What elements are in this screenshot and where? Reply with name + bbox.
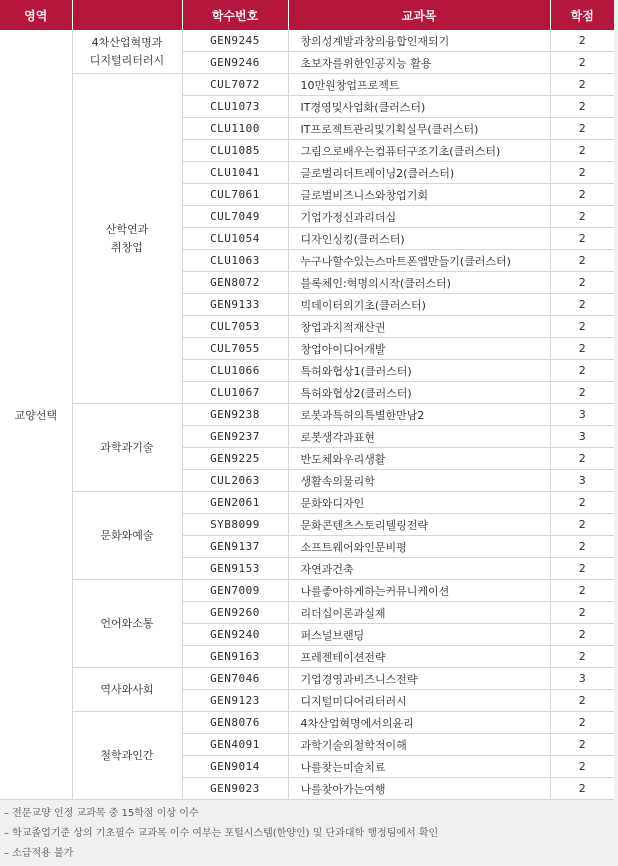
credit-cell: 2 <box>550 272 614 294</box>
code-cell: SYB8099 <box>182 514 288 536</box>
credit-cell: 3 <box>550 470 614 492</box>
credit-cell: 2 <box>550 250 614 272</box>
subarea-label: 과학과기술 <box>100 440 154 454</box>
header-area: 영역 <box>0 0 72 30</box>
header-course: 교과목 <box>288 0 550 30</box>
credit-cell: 2 <box>550 514 614 536</box>
credit-cell: 2 <box>550 184 614 206</box>
subarea-cell <box>72 492 182 580</box>
credit-cell: 2 <box>550 778 614 800</box>
course-cell: 소프트웨어와인문비평 <box>288 536 550 558</box>
course-cell: 기업가정신과리더십 <box>288 206 550 228</box>
code-cell: GEN2061 <box>182 492 288 514</box>
credit-cell: 2 <box>550 316 614 338</box>
code-cell: GEN8072 <box>182 272 288 294</box>
subarea-cell <box>72 30 182 74</box>
course-cell: IT프로젝트관리및기획실무(클러스터) <box>288 118 550 140</box>
course-cell: 로봇생각과표현 <box>288 426 550 448</box>
course-cell: 글로벌리더트레이닝2(클러스터) <box>288 162 550 184</box>
credit-cell: 2 <box>550 140 614 162</box>
code-cell: CLU1054 <box>182 228 288 250</box>
code-cell: CUL7053 <box>182 316 288 338</box>
header-subarea <box>72 0 182 30</box>
credit-cell: 2 <box>550 360 614 382</box>
course-cell: 특허와협상2(클러스터) <box>288 382 550 404</box>
course-cell: 로봇과특허의특별한만남2 <box>288 404 550 426</box>
credit-cell: 2 <box>550 734 614 756</box>
code-cell: CUL2063 <box>182 470 288 492</box>
credit-cell: 2 <box>550 382 614 404</box>
course-cell: 빅데이터의기초(클러스터) <box>288 294 550 316</box>
course-cell: 기업경영과비즈니스전략 <box>288 668 550 690</box>
code-cell: CUL7049 <box>182 206 288 228</box>
course-cell: 초보자를위한인공지능 활용 <box>288 52 550 74</box>
code-cell: CUL7072 <box>182 74 288 96</box>
credit-cell: 2 <box>550 74 614 96</box>
subarea-label: 언어와소통 <box>100 616 154 630</box>
subarea-label: 문화와예술 <box>100 528 154 542</box>
credit-cell: 2 <box>550 624 614 646</box>
code-cell: GEN9238 <box>182 404 288 426</box>
header-credit: 학점 <box>550 0 614 30</box>
course-cell: 창업과지적재산권 <box>288 316 550 338</box>
course-cell: 문화콘텐츠스토리텔링전략 <box>288 514 550 536</box>
credit-cell: 2 <box>550 580 614 602</box>
footnotes <box>4 804 438 864</box>
subarea-label: 디지털리터러시 <box>89 53 165 67</box>
code-cell: GEN7046 <box>182 668 288 690</box>
table-row <box>0 74 614 96</box>
subarea-cell <box>72 74 182 404</box>
table-header-row <box>0 0 614 30</box>
credit-cell: 2 <box>550 536 614 558</box>
subarea-cell <box>72 712 182 800</box>
code-cell: CUL7061 <box>182 184 288 206</box>
code-cell: GEN9245 <box>182 30 288 52</box>
course-cell: 반도체와우리생활 <box>288 448 550 470</box>
credit-cell: 2 <box>550 602 614 624</box>
header-code: 학수번호 <box>182 0 288 30</box>
course-cell: 나를좋아하게하는커뮤니케이션 <box>288 580 550 602</box>
credit-cell: 2 <box>550 52 614 74</box>
course-cell: 글로벌비즈니스와창업기회 <box>288 184 550 206</box>
subarea-label: 역사와사회 <box>100 682 154 696</box>
code-cell: CLU1041 <box>182 162 288 184</box>
credit-cell: 2 <box>550 228 614 250</box>
course-cell: 나를찾아가는여행 <box>288 778 550 800</box>
course-cell: IT경영및사업화(클러스터) <box>288 96 550 118</box>
code-cell: CLU1067 <box>182 382 288 404</box>
course-cell: 4차산업혁명에서의윤리 <box>288 712 550 734</box>
code-cell: GEN9163 <box>182 646 288 668</box>
code-cell: GEN8076 <box>182 712 288 734</box>
credit-cell: 3 <box>550 404 614 426</box>
code-cell: GEN9246 <box>182 52 288 74</box>
code-cell: GEN9237 <box>182 426 288 448</box>
credit-cell: 3 <box>550 426 614 448</box>
course-cell: 리더십이론과실제 <box>288 602 550 624</box>
code-cell: GEN9225 <box>182 448 288 470</box>
code-cell: GEN9240 <box>182 624 288 646</box>
table-row <box>0 580 614 602</box>
credit-cell: 2 <box>550 30 614 52</box>
course-cell: 과학기술의철학적이해 <box>288 734 550 756</box>
area-cell: 교양선택 <box>0 30 72 800</box>
course-cell: 퍼스널브랜딩 <box>288 624 550 646</box>
footnote: – 소급적용 불가 <box>4 848 74 859</box>
credit-cell: 2 <box>550 448 614 470</box>
course-cell: 디자인싱킹(클러스터) <box>288 228 550 250</box>
credit-cell: 2 <box>550 294 614 316</box>
table-row <box>0 712 614 734</box>
code-cell: CLU1085 <box>182 140 288 162</box>
credit-cell: 2 <box>550 118 614 140</box>
course-cell: 창업아이디어개발 <box>288 338 550 360</box>
code-cell: GEN9153 <box>182 558 288 580</box>
subarea-cell <box>72 580 182 668</box>
code-cell: GEN9123 <box>182 690 288 712</box>
subarea-label: 취창업 <box>111 240 143 254</box>
credit-cell: 2 <box>550 646 614 668</box>
subarea-cell <box>72 668 182 712</box>
code-cell: CLU1073 <box>182 96 288 118</box>
code-cell: CLU1100 <box>182 118 288 140</box>
code-cell: GEN7009 <box>182 580 288 602</box>
credit-cell: 2 <box>550 206 614 228</box>
course-cell: 자연과건축 <box>288 558 550 580</box>
code-cell: CLU1066 <box>182 360 288 382</box>
credit-cell: 2 <box>550 162 614 184</box>
course-cell: 생활속의물리학 <box>288 470 550 492</box>
subarea-label: 철학과인간 <box>100 748 154 762</box>
code-cell: CLU1063 <box>182 250 288 272</box>
credit-cell: 2 <box>550 492 614 514</box>
course-cell: 누구나할수있는스마트폰앱만들기(클러스터) <box>288 250 550 272</box>
course-cell: 블록체인:혁명의시작(클러스터) <box>288 272 550 294</box>
table-row <box>0 492 614 514</box>
table-row <box>0 668 614 690</box>
footnote: – 전문교양 인정 교과목 중 15학점 이상 이수 <box>4 808 199 819</box>
credit-cell: 2 <box>550 96 614 118</box>
table-row <box>0 404 614 426</box>
code-cell: GEN9133 <box>182 294 288 316</box>
credit-cell: 2 <box>550 558 614 580</box>
table-row <box>0 30 614 52</box>
code-cell: CUL7055 <box>182 338 288 360</box>
subarea-cell <box>72 404 182 492</box>
course-cell: 창의성계발과창의융합인재되기 <box>288 30 550 52</box>
credit-cell: 3 <box>550 668 614 690</box>
subarea-label: 산학연과 <box>105 222 149 236</box>
code-cell: GEN9260 <box>182 602 288 624</box>
course-cell: 프레젠테이션전략 <box>288 646 550 668</box>
code-cell: GEN9137 <box>182 536 288 558</box>
code-cell: GEN9014 <box>182 756 288 778</box>
credit-cell: 2 <box>550 712 614 734</box>
subarea-label: 4차산업혁명과 <box>91 35 163 49</box>
course-cell: 문화와디자인 <box>288 492 550 514</box>
course-cell: 특허와협상1(클러스터) <box>288 360 550 382</box>
credit-cell: 2 <box>550 338 614 360</box>
code-cell: GEN9023 <box>182 778 288 800</box>
credit-cell: 2 <box>550 756 614 778</box>
course-cell: 나를찾는미술치료 <box>288 756 550 778</box>
course-cell: 디지털미디어리터러시 <box>288 690 550 712</box>
credit-cell: 2 <box>550 690 614 712</box>
course-cell: 10만원창업프로젝트 <box>288 74 550 96</box>
code-cell: GEN4091 <box>182 734 288 756</box>
table-body <box>0 30 614 800</box>
course-cell: 그림으로배우는컴퓨터구조기초(클러스터) <box>288 140 550 162</box>
footnote: – 학교졸업기준 상의 기초필수 교과목 이수 여부는 포털시스템(한양인) 및 단과대학 행정팀에서 확인 <box>4 828 439 839</box>
